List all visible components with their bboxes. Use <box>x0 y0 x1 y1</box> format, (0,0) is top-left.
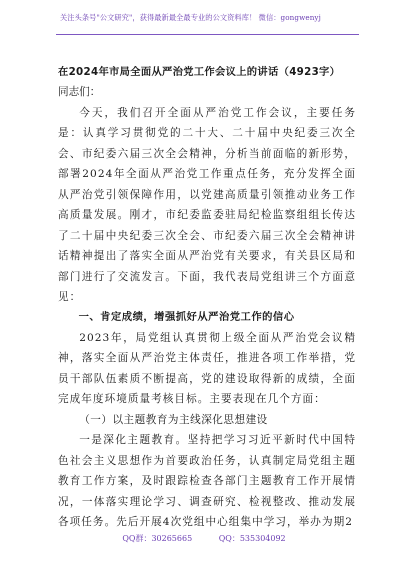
footer-qq: QQ：535304092 <box>218 534 286 543</box>
section-paragraph: 2023年，局党组认真贯彻上级全面从严治党会议精神，落实全面从严治党主体责任，推进各项工作举措，党员干部队伍素质不断提高，党的建设取得新的成绩，全面完成年度环境质量考核目标。主要表现在几个方面： <box>58 331 356 406</box>
subsection-paragraph: 一是深化主题教育。坚持把学习习近平新时代中国特色社会主义思想作为首要政治任务，认真制定局党组主题教育工作方案，及时跟踪检查各部门主题教育工作开展情况，一体落实理论学习、调查研究、检视整改、推动发展各项任务。先后开展4次党组中心组集中学习，举办为期2 <box>58 434 356 528</box>
greeting: 同志们： <box>58 86 101 99</box>
header-banner: 关注头条号"公文研究"，获得最新最全最专业的公文资料库！ 微信：gongwenyj <box>60 13 321 22</box>
section-heading: 一、肯定成绩，增强抓好从严治党工作的信心 <box>78 311 295 324</box>
intro-paragraph: 今天，我们召开全面从严治党工作会议，主要任务是：认真学习贯彻党的二十大、二十届中央纪委三次全会、市纪委六届三次全会精神，分析当前面临的新形势，部署2024年全面从严治党工作重点任务，充分发挥全面从严治党引领保障作用，以党建高质量引领推动业务工作高质量发展。刚才，市纪委监委驻局纪检监察组组长传达了二十届中央纪委三次全会、市纪委六届三次全会精神讲话精神提出了落实全面从严治党有关要求，有关县区局和部门进行了交流发言。下面，我代表局党组讲三个方面意见： <box>58 106 356 303</box>
footer-contact <box>0 533 408 544</box>
document-body <box>58 62 356 532</box>
footer-qq-group: QQ群：30265665 <box>122 534 193 543</box>
subsection-heading: （一）以主题教育为主线深化思想建设 <box>79 413 268 426</box>
header-divider <box>56 34 359 35</box>
document-title: 在2024年市局全面从严治党工作会议上的讲话（4923字） <box>58 66 341 78</box>
